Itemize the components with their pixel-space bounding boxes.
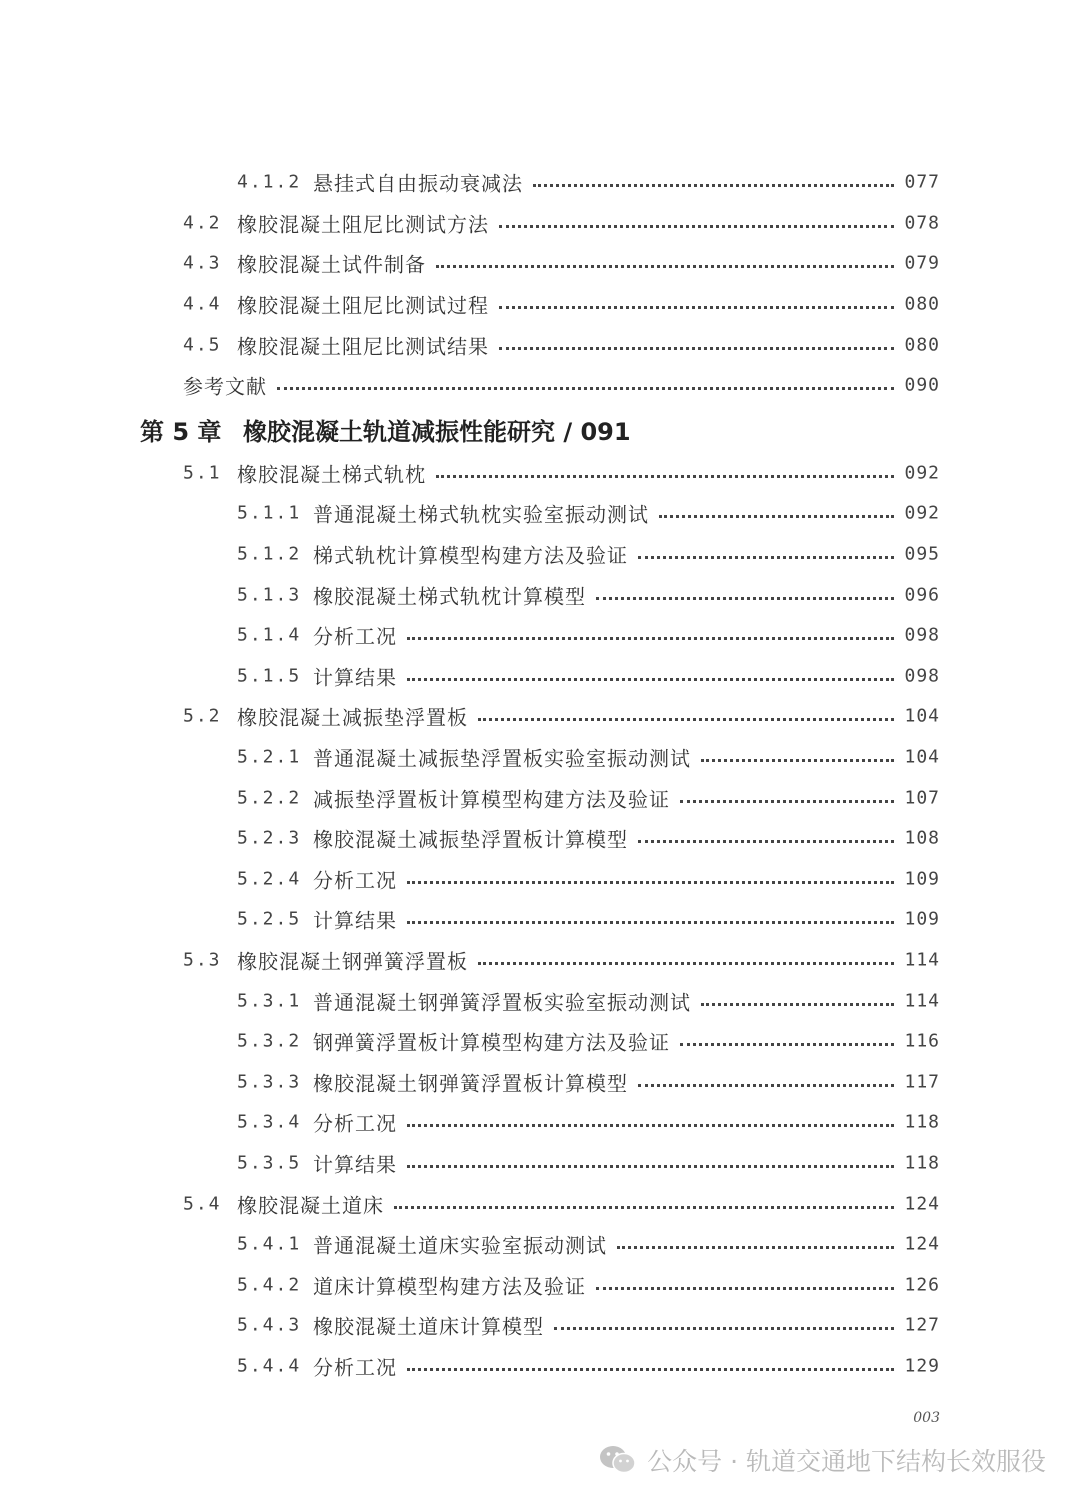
toc-entry-title: 橡胶混凝土梯式轨枕 (237, 462, 426, 487)
toc-leader-dots (436, 265, 894, 268)
toc-leader-dots (407, 637, 894, 640)
toc-entry-number: 4.2 (183, 212, 222, 234)
toc-entry-page: 116 (904, 1030, 940, 1052)
toc-entry-title: 参考文献 (183, 374, 267, 399)
toc-leader-dots (554, 1327, 894, 1330)
toc-entry-page: 078 (904, 212, 940, 234)
toc-entry-number: 5.1 (183, 462, 222, 484)
toc-entry-number: 5.4.2 (237, 1274, 302, 1296)
toc-section-entry[interactable] (0, 324, 1080, 365)
toc-entry-number: 4.1.2 (237, 171, 302, 193)
toc-entry-page: 098 (904, 665, 940, 687)
toc-entry-title: 计算结果 (313, 1152, 397, 1177)
toc-leader-dots (659, 515, 894, 518)
watermark (599, 1442, 1046, 1478)
toc-leader-dots (407, 921, 894, 924)
toc-entry-page: 118 (904, 1111, 940, 1133)
toc-subsection-entry[interactable] (0, 615, 1080, 656)
toc-subsection-entry[interactable] (0, 1021, 1080, 1062)
toc-chapter-heading[interactable] (0, 406, 1080, 453)
toc-entry-page: 104 (904, 746, 940, 768)
toc-entry-page: 098 (904, 624, 940, 646)
toc-entry-page: 129 (904, 1355, 940, 1377)
toc-section-entry[interactable] (0, 365, 1080, 406)
toc-entry-number: 5.2.3 (237, 827, 302, 849)
toc-leader-dots (407, 678, 894, 681)
toc-entry-title: 计算结果 (313, 908, 397, 933)
toc-leader-dots (638, 556, 894, 559)
toc-entry-page: 118 (904, 1152, 940, 1174)
toc-leader-dots (478, 718, 894, 721)
toc-subsection-entry[interactable] (0, 574, 1080, 615)
toc-entry-number: 5.1.2 (237, 543, 302, 565)
toc-entry-title: 橡胶混凝土道床计算模型 (313, 1314, 544, 1339)
toc-entry-number: 5.2.2 (237, 787, 302, 809)
toc-leader-dots (407, 881, 894, 884)
toc-entry-number: 5.4 (183, 1193, 222, 1215)
toc-leader-dots (638, 840, 894, 843)
toc-leader-dots (701, 759, 894, 762)
toc-entry-page: 096 (904, 584, 940, 606)
toc-entry-number: 4.5 (183, 334, 222, 356)
toc-subsection-entry[interactable] (0, 818, 1080, 859)
toc-entry-title: 分析工况 (313, 1355, 397, 1380)
toc-entry-title: 橡胶混凝土梯式轨枕计算模型 (313, 584, 586, 609)
toc-leader-dots (277, 387, 894, 390)
toc-entry-number: 5.1.1 (237, 502, 302, 524)
toc-entry-page: 107 (904, 787, 940, 809)
toc-entry-page: 077 (904, 171, 940, 193)
toc-entry-title: 分析工况 (313, 1111, 397, 1136)
toc-entry-page: 108 (904, 827, 940, 849)
toc-entry-title: 普通混凝土梯式轨枕实验室振动测试 (313, 502, 649, 527)
toc-entry-number: 4.4 (183, 293, 222, 315)
toc-entry-title: 道床计算模型构建方法及验证 (313, 1274, 586, 1299)
toc-leader-dots (478, 962, 894, 965)
toc-leader-dots (701, 1003, 894, 1006)
toc-subsection-entry[interactable] (0, 534, 1080, 575)
toc-leader-dots (407, 1165, 894, 1168)
watermark-text: 公众号 · 轨道交通地下结构长效服役 (647, 1447, 1046, 1476)
toc-entry-page: 104 (904, 705, 940, 727)
toc-entry-title: 悬挂式自由振动衰减法 (313, 171, 523, 196)
toc-subsection-entry[interactable] (0, 1102, 1080, 1143)
toc-leader-dots (596, 1287, 894, 1290)
toc-subsection-entry[interactable] (0, 1264, 1080, 1305)
toc-entry-title: 橡胶混凝土钢弹簧浮置板 (237, 949, 468, 974)
toc-entry-title: 计算结果 (313, 665, 397, 690)
toc-leader-dots (638, 1084, 894, 1087)
toc-leader-dots (499, 306, 894, 309)
toc-entry-number: 5.3.2 (237, 1030, 302, 1052)
toc-entry-page: 127 (904, 1314, 940, 1336)
toc-entry-number: 5.3.5 (237, 1152, 302, 1174)
toc-subsection-entry[interactable] (0, 777, 1080, 818)
toc-entry-page: 092 (904, 462, 940, 484)
toc-entry-page: 109 (904, 868, 940, 890)
toc-section-entry[interactable] (0, 696, 1080, 737)
toc-leader-dots (436, 475, 894, 478)
toc-subsection-entry[interactable] (0, 980, 1080, 1021)
toc-leader-dots (407, 1124, 894, 1127)
toc-entry-page: 124 (904, 1233, 940, 1255)
toc-subsection-entry[interactable] (0, 1061, 1080, 1102)
toc-subsection-entry[interactable] (0, 162, 1080, 203)
toc-entry-title: 橡胶混凝土减振垫浮置板 (237, 705, 468, 730)
toc-entry-page: 109 (904, 908, 940, 930)
toc-entry-page: 114 (904, 949, 940, 971)
toc-section-entry[interactable] (0, 243, 1080, 284)
wechat-icon (599, 1444, 637, 1476)
toc-entry-title: 橡胶混凝土试件制备 (237, 252, 426, 277)
toc-entry-title: 分析工况 (313, 624, 397, 649)
toc-leader-dots (394, 1206, 894, 1209)
toc-entry-page: 092 (904, 502, 940, 524)
toc-leader-dots (680, 800, 894, 803)
toc-section-entry[interactable] (0, 453, 1080, 494)
toc-entry-number: 5.3 (183, 949, 222, 971)
toc-entry-title: 钢弹簧浮置板计算模型构建方法及验证 (313, 1030, 670, 1055)
toc-leader-dots (680, 1043, 894, 1046)
toc-entry-number: 5.4.4 (237, 1355, 302, 1377)
toc-entry-title: 橡胶混凝土道床 (237, 1193, 384, 1218)
toc-subsection-entry[interactable] (0, 859, 1080, 900)
toc-entry-number: 5.2 (183, 705, 222, 727)
toc-entry-page: 080 (904, 293, 940, 315)
toc-entry-number: 5.4.1 (237, 1233, 302, 1255)
toc-entry-page: 114 (904, 990, 940, 1012)
toc-entry-number: 4.3 (183, 252, 222, 274)
table-of-contents (0, 162, 1080, 1386)
toc-entry-title: 普通混凝土道床实验室振动测试 (313, 1233, 607, 1258)
toc-entry-title: 分析工况 (313, 868, 397, 893)
toc-entry-number: 5.2.5 (237, 908, 302, 930)
toc-subsection-entry[interactable] (0, 493, 1080, 534)
toc-section-entry[interactable] (0, 284, 1080, 325)
toc-entry-title: 普通混凝土钢弹簧浮置板实验室振动测试 (313, 990, 691, 1015)
toc-leader-dots (499, 225, 894, 228)
toc-entry-number: 5.1.3 (237, 584, 302, 606)
toc-subsection-entry[interactable] (0, 1224, 1080, 1265)
toc-leader-dots (596, 597, 894, 600)
toc-entry-number: 5.4.3 (237, 1314, 302, 1336)
toc-entry-page: 080 (904, 334, 940, 356)
toc-leader-dots (499, 347, 894, 350)
toc-entry-title: 橡胶混凝土阻尼比测试方法 (237, 212, 489, 237)
toc-entry-number: 5.2.4 (237, 868, 302, 890)
toc-leader-dots (533, 184, 894, 187)
toc-entry-title: 橡胶混凝土阻尼比测试结果 (237, 334, 489, 359)
toc-subsection-entry[interactable] (0, 737, 1080, 778)
toc-entry-title: 橡胶混凝土钢弹簧浮置板计算模型 (313, 1071, 628, 1096)
toc-entry-page: 124 (904, 1193, 940, 1215)
toc-subsection-entry[interactable] (0, 1305, 1080, 1346)
toc-entry-page: 117 (904, 1071, 940, 1093)
toc-entry-page: 079 (904, 252, 940, 274)
toc-entry-number: 5.2.1 (237, 746, 302, 768)
toc-entry-title: 橡胶混凝土减振垫浮置板计算模型 (313, 827, 628, 852)
toc-entry-page: 090 (904, 374, 940, 396)
toc-chapter-title: 橡胶混凝土轨道减振性能研究 / 091 (243, 417, 631, 446)
toc-entry-number: 5.3.4 (237, 1111, 302, 1133)
toc-entry-page: 095 (904, 543, 940, 565)
toc-leader-dots (617, 1246, 894, 1249)
toc-leader-dots (407, 1368, 894, 1371)
toc-entry-page: 126 (904, 1274, 940, 1296)
toc-subsection-entry[interactable] (0, 1346, 1080, 1387)
toc-entry-title: 普通混凝土减振垫浮置板实验室振动测试 (313, 746, 691, 771)
toc-section-entry[interactable] (0, 1183, 1080, 1224)
toc-subsection-entry[interactable] (0, 1143, 1080, 1184)
toc-entry-number: 5.3.1 (237, 990, 302, 1012)
toc-subsection-entry[interactable] (0, 899, 1080, 940)
toc-entry-title: 橡胶混凝土阻尼比测试过程 (237, 293, 489, 318)
toc-entry-number: 5.3.3 (237, 1071, 302, 1093)
toc-chapter-number: 第 5 章 (140, 417, 222, 446)
toc-entry-title: 减振垫浮置板计算模型构建方法及验证 (313, 787, 670, 812)
toc-subsection-entry[interactable] (0, 656, 1080, 697)
toc-entry-number: 5.1.5 (237, 665, 302, 687)
toc-entry-number: 5.1.4 (237, 624, 302, 646)
toc-section-entry[interactable] (0, 940, 1080, 981)
toc-section-entry[interactable] (0, 203, 1080, 244)
page-number: 003 (913, 1410, 940, 1426)
toc-entry-title: 梯式轨枕计算模型构建方法及验证 (313, 543, 628, 568)
